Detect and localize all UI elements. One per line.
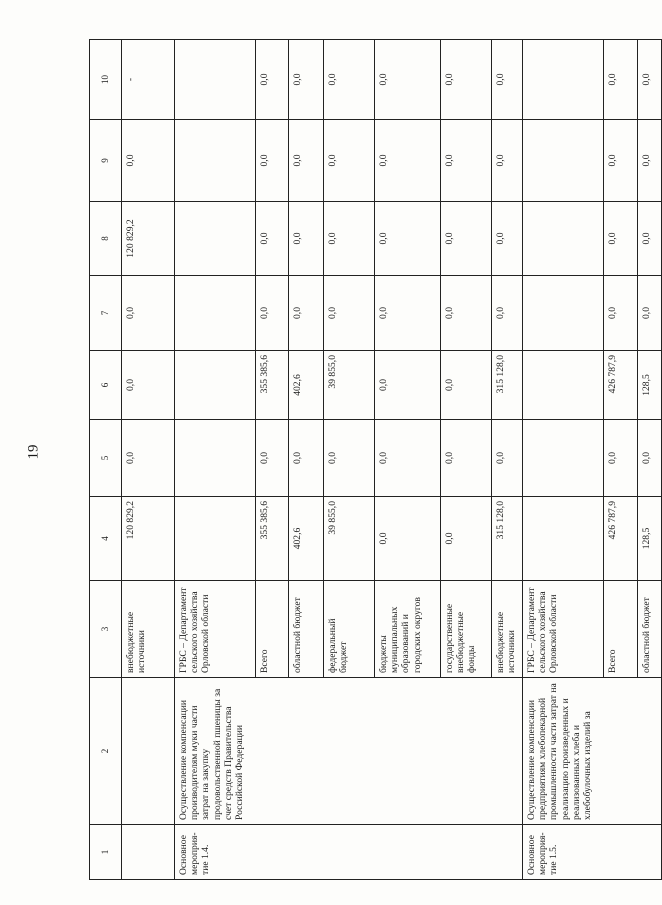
value-cell: 0,0: [638, 120, 662, 202]
value-cell: 0,0: [375, 420, 441, 497]
value-cell: [523, 276, 604, 351]
value-cell: 39 855,0: [324, 351, 375, 420]
value-cell: 0,0: [122, 420, 175, 497]
value-cell: 0,0: [604, 276, 638, 351]
funding-source-cell: Всего: [604, 581, 638, 678]
value-cell: [175, 420, 256, 497]
budget-table: [89, 39, 662, 880]
value-cell: 0,0: [492, 40, 523, 120]
column-number: 5: [90, 420, 122, 497]
value-cell: 0,0: [441, 202, 492, 276]
table-area: [89, 40, 652, 880]
column-number: 1: [90, 825, 122, 880]
measure-cell: Основное мероприя-тие 1.4.: [175, 825, 523, 880]
funding-source-cell: бюджеты муниципальных образований и городских округов: [375, 581, 441, 678]
value-cell: 0,0: [638, 276, 662, 351]
value-cell: 0,0: [375, 120, 441, 202]
description-cell: [122, 678, 175, 825]
value-cell: [175, 276, 256, 351]
value-cell: 355 385,6: [256, 497, 289, 581]
value-cell: 0,0: [604, 40, 638, 120]
value-cell: 0,0: [492, 120, 523, 202]
value-cell: 0,0: [122, 351, 175, 420]
value-cell: 0,0: [324, 120, 375, 202]
description-cell: Осуществление компенсации предприятиям хлебопекарной промышленности части затрат на реализацию произведенных и реализованных хлеба и хлебобулочных изделий за: [523, 678, 662, 825]
value-cell: 0,0: [289, 420, 324, 497]
value-cell: -: [122, 40, 175, 120]
value-cell: [175, 497, 256, 581]
value-cell: 0,0: [256, 420, 289, 497]
value-cell: 0,0: [324, 276, 375, 351]
column-number: 3: [90, 581, 122, 678]
column-number-row: [90, 40, 122, 880]
value-cell: 0,0: [441, 40, 492, 120]
landscape-table-wrapper: [89, 40, 652, 880]
value-cell: 0,0: [289, 40, 324, 120]
funding-source-cell: государственные внебюджетные фонды: [441, 581, 492, 678]
value-cell: 0,0: [441, 497, 492, 581]
column-number: 4: [90, 497, 122, 581]
value-cell: 0,0: [441, 420, 492, 497]
funding-source-cell: областной бюджет: [289, 581, 324, 678]
value-cell: [523, 351, 604, 420]
funding-source-cell: ГРБС – Департамент сельского хозяйства Орловской области: [523, 581, 604, 678]
value-cell: 0,0: [638, 420, 662, 497]
value-cell: 0,0: [441, 351, 492, 420]
column-number: 6: [90, 351, 122, 420]
value-cell: 0,0: [604, 420, 638, 497]
funding-source-cell: Всего: [256, 581, 289, 678]
measure-cell: Основное мероприя-тие 1.5.: [523, 825, 662, 880]
value-cell: 0,0: [492, 420, 523, 497]
value-cell: 0,0: [256, 120, 289, 202]
value-cell: 0,0: [122, 276, 175, 351]
value-cell: 0,0: [492, 276, 523, 351]
value-cell: [175, 202, 256, 276]
value-cell: 0,0: [122, 120, 175, 202]
value-cell: 402,6: [289, 351, 324, 420]
value-cell: [175, 351, 256, 420]
value-cell: [523, 420, 604, 497]
value-cell: 0,0: [604, 120, 638, 202]
table-row: [122, 40, 175, 880]
value-cell: [523, 202, 604, 276]
value-cell: 0,0: [375, 351, 441, 420]
column-number: 10: [90, 40, 122, 120]
value-cell: [523, 40, 604, 120]
value-cell: 0,0: [375, 202, 441, 276]
value-cell: 0,0: [256, 40, 289, 120]
value-cell: 0,0: [638, 202, 662, 276]
funding-source-cell: федеральный бюджет: [324, 581, 375, 678]
value-cell: 0,0: [289, 202, 324, 276]
value-cell: 128,5: [638, 351, 662, 420]
value-cell: 39 855,0: [324, 497, 375, 581]
value-cell: 426 787,9: [604, 351, 638, 420]
value-cell: 0,0: [289, 276, 324, 351]
value-cell: [523, 120, 604, 202]
value-cell: 0,0: [324, 202, 375, 276]
value-cell: 315 128,0: [492, 351, 523, 420]
value-cell: 355 385,6: [256, 351, 289, 420]
funding-source-cell: областной бюджет: [638, 581, 662, 678]
funding-source-cell: внебюджетные источники: [492, 581, 523, 678]
funding-source-cell: ГРБС – Департамент сельского хозяйства Орловской области: [175, 581, 256, 678]
table-row: [175, 40, 256, 880]
value-cell: 120 829,2: [122, 202, 175, 276]
value-cell: 0,0: [441, 276, 492, 351]
value-cell: 0,0: [324, 420, 375, 497]
column-number: 9: [90, 120, 122, 202]
page-number: 19: [25, 444, 42, 460]
value-cell: 0,0: [256, 276, 289, 351]
value-cell: [523, 497, 604, 581]
funding-source-cell: внебюджетные источники: [122, 581, 175, 678]
value-cell: [175, 120, 256, 202]
value-cell: 0,0: [289, 120, 324, 202]
value-cell: 0,0: [375, 40, 441, 120]
value-cell: 0,0: [375, 276, 441, 351]
column-number: 7: [90, 276, 122, 351]
value-cell: 315 128,0: [492, 497, 523, 581]
value-cell: 0,0: [492, 202, 523, 276]
value-cell: [175, 40, 256, 120]
value-cell: 426 787,9: [604, 497, 638, 581]
value-cell: 120 829,2: [122, 497, 175, 581]
value-cell: 0,0: [256, 202, 289, 276]
value-cell: 0,0: [441, 120, 492, 202]
column-number: 2: [90, 678, 122, 825]
value-cell: 128,5: [638, 497, 662, 581]
description-cell: Осуществление компенсации производителям муки части затрат на закупку продовольственной пшеницы за счет средств Правительства Российской Федерации: [175, 678, 523, 825]
value-cell: 402,6: [289, 497, 324, 581]
measure-cell: [122, 825, 175, 880]
value-cell: 0,0: [324, 40, 375, 120]
column-number: 8: [90, 202, 122, 276]
table-row: [523, 40, 604, 880]
value-cell: 0,0: [375, 497, 441, 581]
value-cell: 0,0: [604, 202, 638, 276]
value-cell: 0,0: [638, 40, 662, 120]
